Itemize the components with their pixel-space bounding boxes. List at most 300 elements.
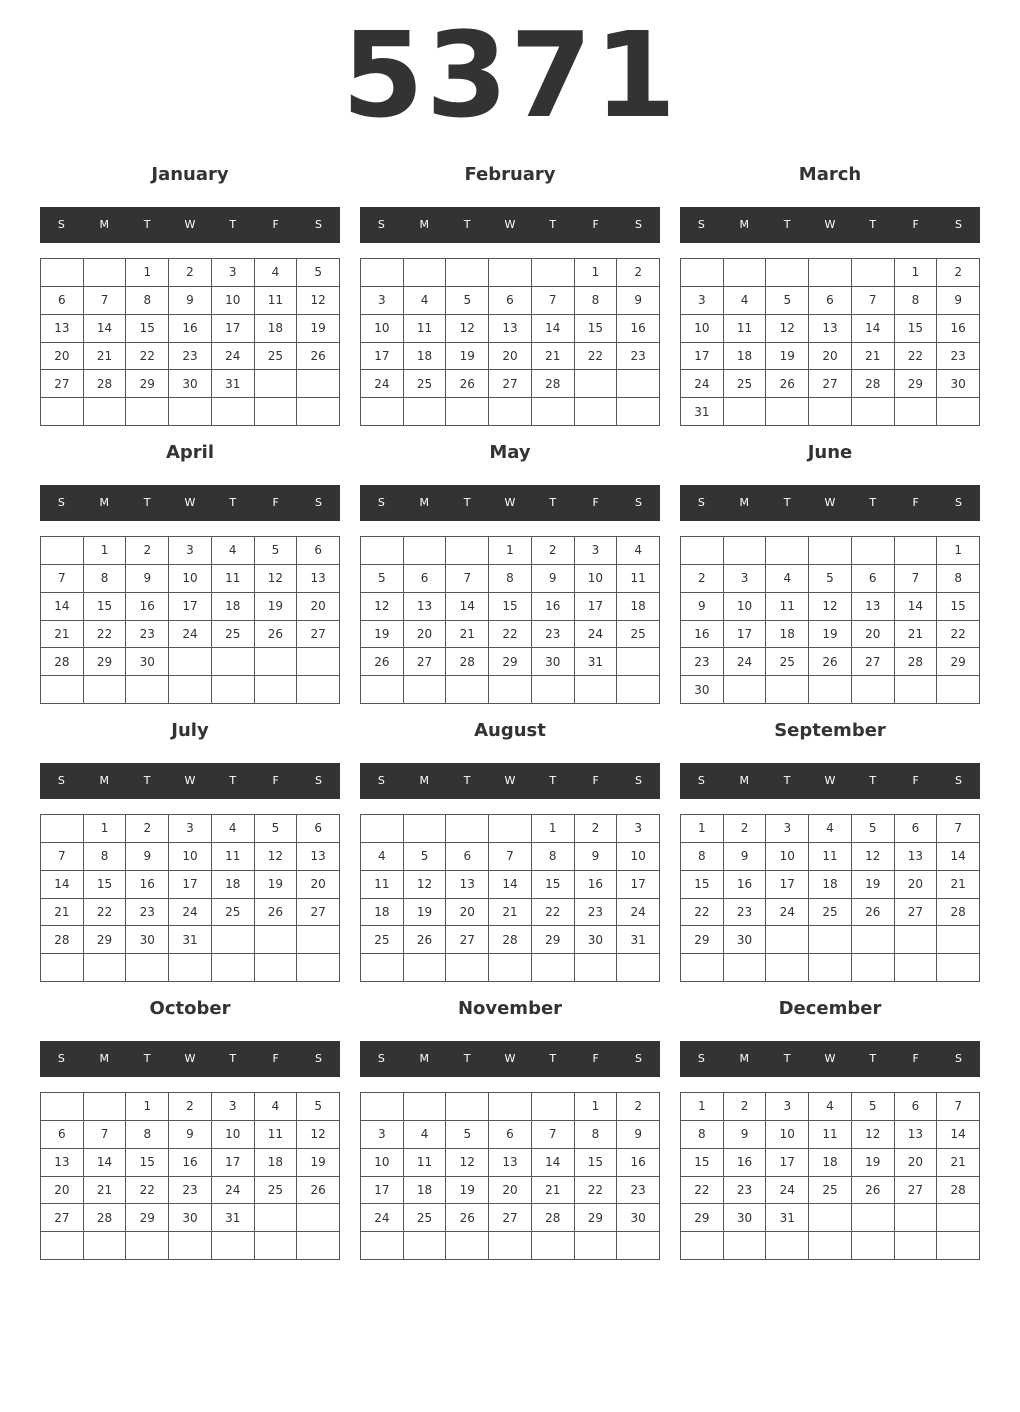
day-cell: 10 <box>169 565 212 593</box>
weekday-label: S <box>697 1052 705 1065</box>
day-grid <box>360 536 660 704</box>
empty-day-cell <box>809 537 852 565</box>
empty-day-cell <box>617 1232 660 1260</box>
day-cell: 22 <box>895 343 938 371</box>
day-cell: 10 <box>361 315 404 343</box>
weekday-header <box>680 1041 980 1077</box>
day-cell: 15 <box>84 871 127 899</box>
empty-day-cell <box>532 1093 575 1121</box>
empty-day-cell <box>489 815 532 843</box>
empty-day-cell <box>681 537 724 565</box>
day-cell: 19 <box>809 621 852 649</box>
day-cell: 27 <box>895 1177 938 1205</box>
day-cell: 19 <box>852 871 895 899</box>
day-cell: 10 <box>212 287 255 315</box>
empty-day-cell <box>41 815 84 843</box>
empty-day-cell <box>724 954 767 982</box>
day-cell: 24 <box>169 899 212 927</box>
day-cell: 3 <box>169 815 212 843</box>
day-cell: 13 <box>404 593 447 621</box>
empty-day-cell <box>489 1093 532 1121</box>
weekday-label: T <box>783 774 791 787</box>
empty-day-cell <box>404 815 447 843</box>
day-cell: 14 <box>852 315 895 343</box>
empty-day-cell <box>297 648 340 676</box>
day-cell: 23 <box>724 899 767 927</box>
empty-day-cell <box>297 676 340 704</box>
empty-day-cell <box>895 926 938 954</box>
weekday-label: S <box>314 1052 322 1065</box>
empty-day-cell <box>446 1093 489 1121</box>
weekday-label: T <box>463 1052 471 1065</box>
weekday-label: T <box>463 496 471 509</box>
weekday-label: M <box>739 496 750 509</box>
empty-day-cell <box>766 537 809 565</box>
day-cell: 3 <box>361 1121 404 1149</box>
day-cell: 14 <box>489 871 532 899</box>
day-cell: 8 <box>126 287 169 315</box>
weekday-label: F <box>912 1052 919 1065</box>
day-cell: 1 <box>575 1093 618 1121</box>
weekday-label: T <box>143 218 151 231</box>
day-cell: 27 <box>489 370 532 398</box>
day-cell: 10 <box>212 1121 255 1149</box>
day-cell: 22 <box>681 899 724 927</box>
weekday-label: T <box>463 774 471 787</box>
empty-day-cell <box>361 398 404 426</box>
weekday-label: T <box>229 774 237 787</box>
day-cell: 21 <box>532 343 575 371</box>
empty-day-cell <box>404 676 447 704</box>
empty-day-cell <box>297 1232 340 1260</box>
weekday-label: F <box>592 774 599 787</box>
day-cell: 27 <box>809 370 852 398</box>
weekday-label: M <box>739 1052 750 1065</box>
day-cell: 3 <box>575 537 618 565</box>
day-cell: 6 <box>41 287 84 315</box>
weekday-label: S <box>57 218 65 231</box>
empty-day-cell <box>681 1232 724 1260</box>
empty-day-cell <box>575 398 618 426</box>
day-cell: 8 <box>126 1121 169 1149</box>
empty-day-cell <box>575 954 618 982</box>
empty-day-cell <box>255 954 298 982</box>
day-cell: 25 <box>404 1204 447 1232</box>
weekday-label: S <box>314 218 322 231</box>
day-cell: 6 <box>895 815 938 843</box>
day-cell: 16 <box>126 593 169 621</box>
day-cell: 19 <box>255 871 298 899</box>
day-cell: 12 <box>809 593 852 621</box>
day-cell: 10 <box>361 1149 404 1177</box>
day-cell: 26 <box>852 1177 895 1205</box>
day-cell: 3 <box>681 287 724 315</box>
weekday-label: S <box>377 496 385 509</box>
day-cell: 11 <box>809 1121 852 1149</box>
day-cell: 9 <box>532 565 575 593</box>
day-cell: 15 <box>126 315 169 343</box>
day-cell: 28 <box>852 370 895 398</box>
empty-day-cell <box>532 398 575 426</box>
empty-day-cell <box>809 398 852 426</box>
empty-day-cell <box>41 1232 84 1260</box>
day-cell: 2 <box>532 537 575 565</box>
day-cell: 1 <box>84 537 127 565</box>
day-cell: 16 <box>681 621 724 649</box>
day-cell: 15 <box>681 871 724 899</box>
weekday-label: S <box>377 218 385 231</box>
day-cell: 10 <box>766 843 809 871</box>
day-cell: 27 <box>895 899 938 927</box>
weekday-label: W <box>184 218 196 231</box>
weekday-label: S <box>377 774 385 787</box>
empty-day-cell <box>895 676 938 704</box>
empty-day-cell <box>297 926 340 954</box>
weekday-label: T <box>549 218 557 231</box>
empty-day-cell <box>404 1093 447 1121</box>
day-cell: 20 <box>446 899 489 927</box>
day-cell: 17 <box>681 343 724 371</box>
weekday-label: T <box>549 496 557 509</box>
empty-day-cell <box>41 537 84 565</box>
day-cell: 19 <box>361 621 404 649</box>
day-cell: 13 <box>852 593 895 621</box>
day-cell: 9 <box>169 1121 212 1149</box>
day-cell: 17 <box>169 593 212 621</box>
weekday-header <box>40 485 340 521</box>
day-cell: 11 <box>809 843 852 871</box>
empty-day-cell <box>724 259 767 287</box>
weekday-header <box>360 485 660 521</box>
day-cell: 30 <box>169 370 212 398</box>
day-grid <box>360 258 660 426</box>
day-cell: 30 <box>126 648 169 676</box>
empty-day-cell <box>297 954 340 982</box>
empty-day-cell <box>169 954 212 982</box>
weekday-label: S <box>697 496 705 509</box>
empty-day-cell <box>255 1204 298 1232</box>
day-cell: 24 <box>361 1204 404 1232</box>
day-cell: 11 <box>724 315 767 343</box>
empty-day-cell <box>404 954 447 982</box>
empty-day-cell <box>446 676 489 704</box>
day-cell: 2 <box>724 1093 767 1121</box>
day-cell: 5 <box>446 287 489 315</box>
weekday-label: S <box>314 774 322 787</box>
day-cell: 15 <box>681 1149 724 1177</box>
weekday-header <box>40 763 340 799</box>
day-cell: 19 <box>446 1177 489 1205</box>
empty-day-cell <box>169 1232 212 1260</box>
day-cell: 12 <box>852 843 895 871</box>
empty-day-cell <box>937 676 980 704</box>
day-cell: 17 <box>361 343 404 371</box>
month-name: March <box>798 164 862 185</box>
day-cell: 28 <box>895 648 938 676</box>
day-cell: 23 <box>169 1177 212 1205</box>
day-cell: 16 <box>617 315 660 343</box>
day-cell: 29 <box>84 648 127 676</box>
day-cell: 7 <box>852 287 895 315</box>
weekday-label: T <box>229 218 237 231</box>
day-cell: 15 <box>84 593 127 621</box>
day-cell: 26 <box>297 343 340 371</box>
weekday-label: W <box>184 496 196 509</box>
day-cell: 14 <box>937 1121 980 1149</box>
day-cell: 10 <box>681 315 724 343</box>
day-cell: 13 <box>446 871 489 899</box>
empty-day-cell <box>446 954 489 982</box>
empty-day-cell <box>41 259 84 287</box>
empty-day-cell <box>532 676 575 704</box>
day-cell: 25 <box>809 1177 852 1205</box>
day-cell: 31 <box>212 370 255 398</box>
day-cell: 16 <box>937 315 980 343</box>
day-cell: 31 <box>681 398 724 426</box>
empty-day-cell <box>617 676 660 704</box>
day-cell: 12 <box>361 593 404 621</box>
weekday-label: S <box>697 218 705 231</box>
empty-day-cell <box>937 954 980 982</box>
day-cell: 7 <box>895 565 938 593</box>
empty-day-cell <box>724 676 767 704</box>
day-cell: 24 <box>212 1177 255 1205</box>
weekday-label: T <box>143 774 151 787</box>
day-cell: 23 <box>617 343 660 371</box>
day-cell: 30 <box>169 1204 212 1232</box>
empty-day-cell <box>169 398 212 426</box>
day-cell: 18 <box>809 871 852 899</box>
day-grid <box>40 1092 340 1260</box>
empty-day-cell <box>404 259 447 287</box>
day-cell: 31 <box>617 926 660 954</box>
day-cell: 15 <box>895 315 938 343</box>
day-grid <box>680 258 980 426</box>
weekday-label: M <box>99 1052 110 1065</box>
month-name: April <box>165 442 215 463</box>
day-cell: 1 <box>681 815 724 843</box>
weekday-label: S <box>57 1052 65 1065</box>
empty-day-cell <box>489 1232 532 1260</box>
day-cell: 21 <box>895 621 938 649</box>
day-cell: 10 <box>169 843 212 871</box>
day-cell: 27 <box>41 370 84 398</box>
empty-day-cell <box>681 259 724 287</box>
empty-day-cell <box>361 815 404 843</box>
day-cell: 15 <box>937 593 980 621</box>
weekday-header <box>680 763 980 799</box>
day-cell: 22 <box>84 621 127 649</box>
empty-day-cell <box>297 1204 340 1232</box>
day-cell: 25 <box>617 621 660 649</box>
empty-day-cell <box>404 1232 447 1260</box>
day-cell: 7 <box>489 843 532 871</box>
day-grid <box>360 1092 660 1260</box>
empty-day-cell <box>404 398 447 426</box>
day-cell: 4 <box>724 287 767 315</box>
day-cell: 23 <box>937 343 980 371</box>
empty-day-cell <box>489 398 532 426</box>
day-cell: 28 <box>84 370 127 398</box>
day-cell: 12 <box>766 315 809 343</box>
day-cell: 17 <box>212 315 255 343</box>
day-cell: 1 <box>84 815 127 843</box>
day-cell: 1 <box>575 259 618 287</box>
day-cell: 15 <box>126 1149 169 1177</box>
day-cell: 15 <box>532 871 575 899</box>
day-cell: 6 <box>895 1093 938 1121</box>
empty-day-cell <box>84 1232 127 1260</box>
day-cell: 25 <box>361 926 404 954</box>
day-cell: 14 <box>895 593 938 621</box>
weekday-label: W <box>504 774 516 787</box>
day-cell: 23 <box>575 899 618 927</box>
weekday-header <box>360 207 660 243</box>
day-cell: 17 <box>169 871 212 899</box>
day-cell: 7 <box>937 815 980 843</box>
day-cell: 21 <box>84 343 127 371</box>
day-cell: 2 <box>617 1093 660 1121</box>
day-cell: 22 <box>126 1177 169 1205</box>
day-cell: 6 <box>41 1121 84 1149</box>
day-cell: 21 <box>852 343 895 371</box>
day-cell: 12 <box>852 1121 895 1149</box>
day-cell: 6 <box>852 565 895 593</box>
day-cell: 16 <box>532 593 575 621</box>
day-cell: 23 <box>126 899 169 927</box>
empty-day-cell <box>809 676 852 704</box>
weekday-label: F <box>272 774 279 787</box>
day-cell: 1 <box>489 537 532 565</box>
empty-day-cell <box>212 648 255 676</box>
day-cell: 3 <box>212 1093 255 1121</box>
empty-day-cell <box>766 259 809 287</box>
day-cell: 10 <box>766 1121 809 1149</box>
weekday-label: F <box>912 496 919 509</box>
day-cell: 25 <box>766 648 809 676</box>
day-cell: 30 <box>575 926 618 954</box>
weekday-label: T <box>869 218 877 231</box>
day-cell: 3 <box>724 565 767 593</box>
day-cell: 3 <box>361 287 404 315</box>
day-cell: 29 <box>575 1204 618 1232</box>
day-cell: 1 <box>937 537 980 565</box>
day-cell: 3 <box>766 1093 809 1121</box>
day-grid <box>680 814 980 982</box>
day-cell: 6 <box>489 1121 532 1149</box>
day-cell: 30 <box>126 926 169 954</box>
day-cell: 21 <box>937 1149 980 1177</box>
month-name: July <box>171 720 209 741</box>
day-cell: 21 <box>489 899 532 927</box>
day-cell: 15 <box>575 1149 618 1177</box>
weekday-label: W <box>824 218 836 231</box>
day-cell: 29 <box>681 1204 724 1232</box>
empty-day-cell <box>446 398 489 426</box>
day-cell: 6 <box>297 537 340 565</box>
empty-day-cell <box>212 398 255 426</box>
day-cell: 26 <box>446 1204 489 1232</box>
day-cell: 2 <box>681 565 724 593</box>
weekday-label: S <box>954 496 962 509</box>
day-cell: 8 <box>575 1121 618 1149</box>
day-cell: 14 <box>84 315 127 343</box>
day-cell: 30 <box>617 1204 660 1232</box>
weekday-label: S <box>954 218 962 231</box>
weekday-label: W <box>824 496 836 509</box>
empty-day-cell <box>126 676 169 704</box>
day-cell: 19 <box>404 899 447 927</box>
day-cell: 21 <box>41 621 84 649</box>
weekday-label: M <box>99 496 110 509</box>
day-cell: 29 <box>126 1204 169 1232</box>
day-cell: 21 <box>84 1177 127 1205</box>
day-cell: 7 <box>532 287 575 315</box>
weekday-label: W <box>184 774 196 787</box>
day-cell: 24 <box>361 370 404 398</box>
day-cell: 15 <box>489 593 532 621</box>
day-cell: 22 <box>489 621 532 649</box>
empty-day-cell <box>852 1204 895 1232</box>
weekday-label: W <box>504 218 516 231</box>
day-cell: 13 <box>489 1149 532 1177</box>
day-cell: 1 <box>532 815 575 843</box>
weekday-label: T <box>143 496 151 509</box>
day-cell: 19 <box>297 315 340 343</box>
empty-day-cell <box>361 537 404 565</box>
day-cell: 21 <box>446 621 489 649</box>
weekday-label: W <box>504 496 516 509</box>
day-cell: 11 <box>212 565 255 593</box>
day-cell: 22 <box>126 343 169 371</box>
day-cell: 4 <box>212 815 255 843</box>
empty-day-cell <box>297 398 340 426</box>
day-cell: 31 <box>169 926 212 954</box>
empty-day-cell <box>532 954 575 982</box>
weekday-label: W <box>504 1052 516 1065</box>
day-cell: 27 <box>297 899 340 927</box>
day-cell: 8 <box>681 1121 724 1149</box>
day-cell: 20 <box>852 621 895 649</box>
day-cell: 11 <box>766 593 809 621</box>
day-cell: 11 <box>212 843 255 871</box>
weekday-label: S <box>634 1052 642 1065</box>
day-cell: 5 <box>297 1093 340 1121</box>
day-cell: 13 <box>41 1149 84 1177</box>
day-cell: 28 <box>937 899 980 927</box>
day-cell: 26 <box>297 1177 340 1205</box>
day-cell: 4 <box>809 1093 852 1121</box>
day-cell: 18 <box>724 343 767 371</box>
day-cell: 22 <box>84 899 127 927</box>
day-cell: 31 <box>766 1204 809 1232</box>
day-cell: 19 <box>297 1149 340 1177</box>
day-cell: 11 <box>255 1121 298 1149</box>
weekday-label: M <box>99 774 110 787</box>
weekday-label: S <box>314 496 322 509</box>
empty-day-cell <box>575 1232 618 1260</box>
day-cell: 18 <box>212 593 255 621</box>
day-cell: 14 <box>532 315 575 343</box>
day-cell: 14 <box>446 593 489 621</box>
day-cell: 27 <box>41 1204 84 1232</box>
day-cell: 5 <box>766 287 809 315</box>
day-cell: 26 <box>404 926 447 954</box>
day-cell: 20 <box>297 871 340 899</box>
weekday-label: T <box>229 496 237 509</box>
day-cell: 3 <box>212 259 255 287</box>
weekday-label: S <box>634 218 642 231</box>
